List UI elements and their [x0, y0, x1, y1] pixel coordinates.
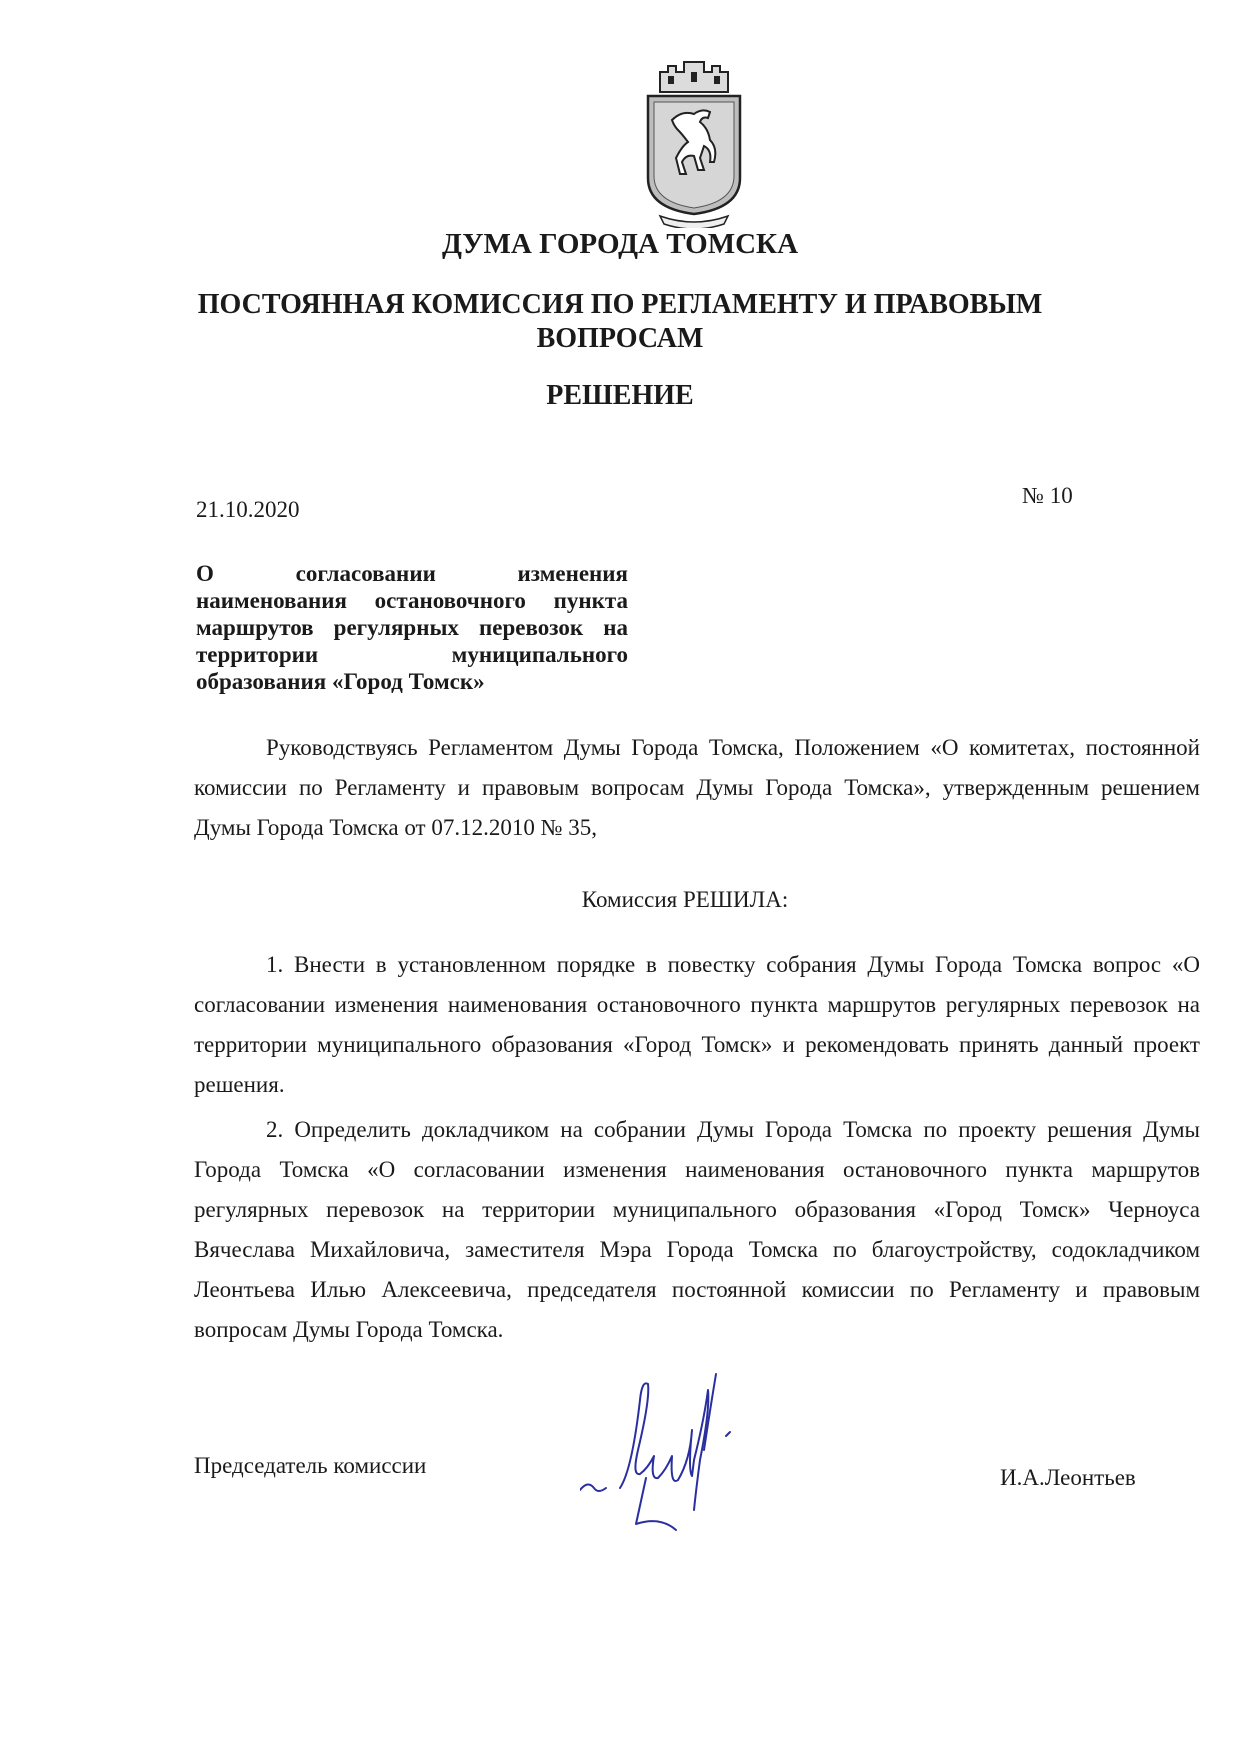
- handwritten-signature-icon: [580, 1360, 800, 1560]
- document-number: № 10: [1022, 483, 1073, 508]
- document-type: РЕШЕНИЕ: [546, 380, 694, 411]
- signatory-name: И.А.Леонтьев: [1000, 1465, 1136, 1490]
- signatory-title: Председатель комиссии: [194, 1453, 427, 1478]
- document-subject: О согласовании изменения наименования остановочного пункта маршрутов регулярных перевозок на территории муниципального образования «Город Томск»: [196, 561, 628, 694]
- intro-paragraph: Руководствуясь Регламентом Думы Города Томска, Положением «О комитетах, постоянной комиссии по Регламенту и правовым вопросам Думы Города Томска», утвержденным решением Думы Города Томска от 07.12.2010 № 35,: [194, 735, 1200, 840]
- resolution-item: 2. Определить докладчиком на собрании Думы Города Томска по проекту решения Думы Города Томска «О согласовании изменения наименования остановочного пункта маршрутов регулярных перевозок на территории муниципального образования «Город Томск» Черноуса Вячеслава Михайловича, заместителя Мэра Города Томска по благоустройству, содокладчиком Леонтьева Илью Алексеевича, председателя постоянной комиссии по Регламенту и правовым вопросам Думы Города Томска.: [194, 1117, 1200, 1342]
- tomsk-coat-of-arms-icon: [638, 58, 750, 228]
- committee-title: ПОСТОЯННАЯ КОМИССИЯ ПО РЕГЛАМЕНТУ И ПРАВОВЫМ ВОПРОСАМ: [197, 289, 1043, 354]
- organization-title: ДУМА ГОРОДА ТОМСКА: [441, 228, 799, 260]
- document-date: 21.10.2020: [196, 497, 300, 522]
- resolved-heading: Комиссия РЕШИЛА:: [581, 887, 789, 912]
- resolution-item: 1. Внести в установленном порядке в повестку собрания Думы Города Томска вопрос «О согласовании изменения наименования остановочного пункта маршрутов регулярных перевозок на территории муниципального образования «Город Томск» и рекомендовать принять данный проект решения.: [194, 952, 1200, 1097]
